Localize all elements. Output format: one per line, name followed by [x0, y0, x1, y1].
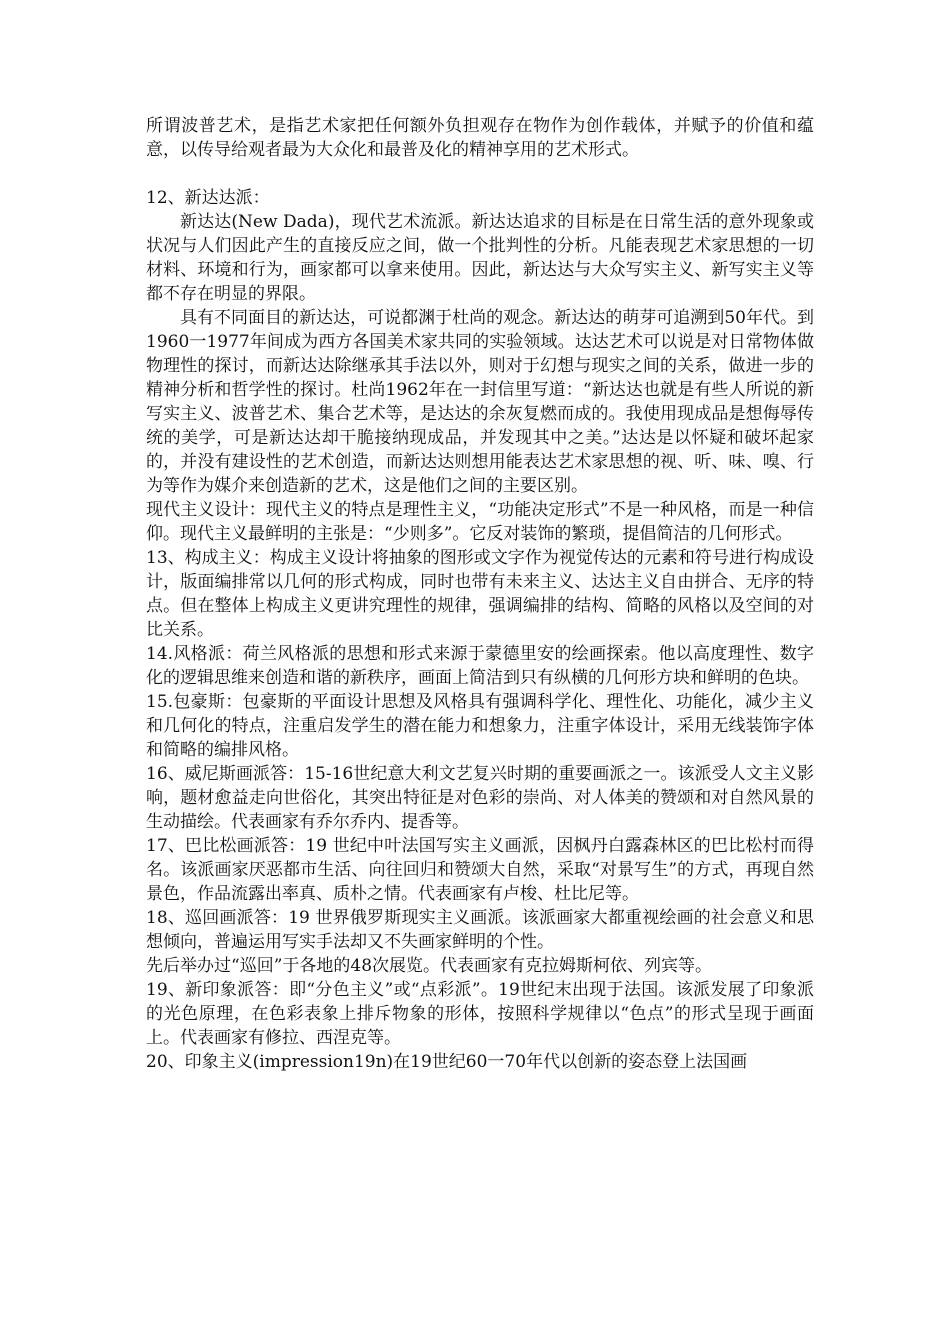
paragraph-neo-impressionism: 19、新印象派答：即“分色主义”或“点彩派”。19世纪末出现于法国。该派发展了印象派的光色原理，在色彩表象上排斥物象的形体，按照科学规律以“色点”的形式呈现于画面上。代表画家有修拉、西涅克等。	[146, 980, 814, 1048]
paragraph-impressionism: 20、印象主义(impression19n)在19世纪60一70年代以创新的姿态登上法国画	[146, 1052, 748, 1072]
document-body	[146, 114, 814, 1074]
paragraph-barbizon-school: 17、巴比松画派答：19 世纪中叶法国写实主义画派，因枫丹白露森林区的巴比松村而得名。该派画家厌恶都市生活、向往回归和赞颂大自然，采取“对景写生”的方式，再现自然景色，作品流露出率真、质朴之情。代表画家有卢梭、杜比尼等。	[146, 836, 814, 904]
heading-neo-dada: 12、新达达派：	[146, 188, 270, 208]
paragraph-peredvizhniki: 18、巡回画派答：19 世界俄罗斯现实主义画派。该派画家大都重视绘画的社会意义和思想倾向，普遍运用写实手法却又不失画家鲜明的个性。	[146, 908, 814, 952]
paragraph-neo-dada-definition: 新达达(New Dada)，现代艺术流派。新达达追求的目标是在日常生活的意外现象或状况与人们因此产生的直接反应之间，做一个批判性的分析。凡能表现艺术家思想的一切材料、环境和行为，画家都可以拿来使用。因此，新达达与大众写实主义、新写实主义等都不存在明显的界限。	[146, 212, 814, 304]
paragraph-spacer	[146, 162, 814, 186]
paragraph-modernist-design: 现代主义设计：现代主义的特点是理性主义，“功能决定形式”不是一种风格，而是一种信仰。现代主义最鲜明的主张是：“少则多”。它反对装饰的繁琐，提倡简洁的几何形式。	[146, 500, 814, 544]
paragraph-pop-art: 所谓波普艺术，是指艺术家把任何额外负担观存在物作为创作载体，并赋予的价值和蕴意，以传导给观者最为大众化和最普及化的精神享用的艺术形式。	[146, 116, 814, 160]
paragraph-de-stijl: 14.风格派：荷兰风格派的思想和形式来源于蒙德里安的绘画探索。他以高度理性、数字化的逻辑思维来创造和谐的新秩序，画面上简洁到只有纵横的几何形方块和鲜明的色块。	[146, 644, 814, 688]
paragraph-venetian-school: 16、威尼斯画派答：15-16世纪意大利文艺复兴时期的重要画派之一。该派受人文主义影响，题材愈益走向世俗化，其突出特征是对色彩的崇尚、对人体美的赞颂和对自然风景的生动描绘。代表画家有乔尔乔内、提香等。	[146, 764, 814, 832]
paragraph-neo-dada-history: 具有不同面目的新达达，可说都渊于杜尚的观念。新达达的萌芽可追溯到50年代。到1960一1977年间成为西方各国美术家共同的实验领域。达达艺术可以说是对日常物体做物理性的探讨，而新达达除继承其手法以外，则对于幻想与现实之间的关系，做进一步的精神分析和哲学性的探讨。杜尚1962年在一封信里写道：“新达达也就是有些人所说的新写实主义、波普艺术、集合艺术等，是达达的余灰复燃而成的。我使用现成品是想侮辱传统的美学，可是新达达却干脆接纳现成品，并发现其中之美。”达达是以怀疑和破坏起家的，并没有建设性的艺术创造，而新达达则想用能表达艺术家思想的视、听、味、嗅、行为等作为媒介来创造新的艺术，这是他们之间的主要区别。	[146, 308, 814, 496]
paragraph-peredvizhniki-exhibitions: 先后举办过“巡回”于各地的48次展览。代表画家有克拉姆斯柯依、列宾等。	[146, 956, 713, 976]
paragraph-constructivism: 13、构成主义：构成主义设计将抽象的图形或文字作为视觉传达的元素和符号进行构成设计，版面编排常以几何的形式构成，同时也带有未来主义、达达主义自由拼合、无序的特点。但在整体上构成主义更讲究理性的规律，强调编排的结构、简略的风格以及空间的对比关系。	[146, 548, 814, 640]
paragraph-bauhaus: 15.包豪斯：包豪斯的平面设计思想及风格具有强调科学化、理性化、功能化，减少主义和几何化的特点，注重启发学生的潜在能力和想象力，注重字体设计，采用无线装饰字体和简略的编排风格。	[146, 692, 814, 760]
